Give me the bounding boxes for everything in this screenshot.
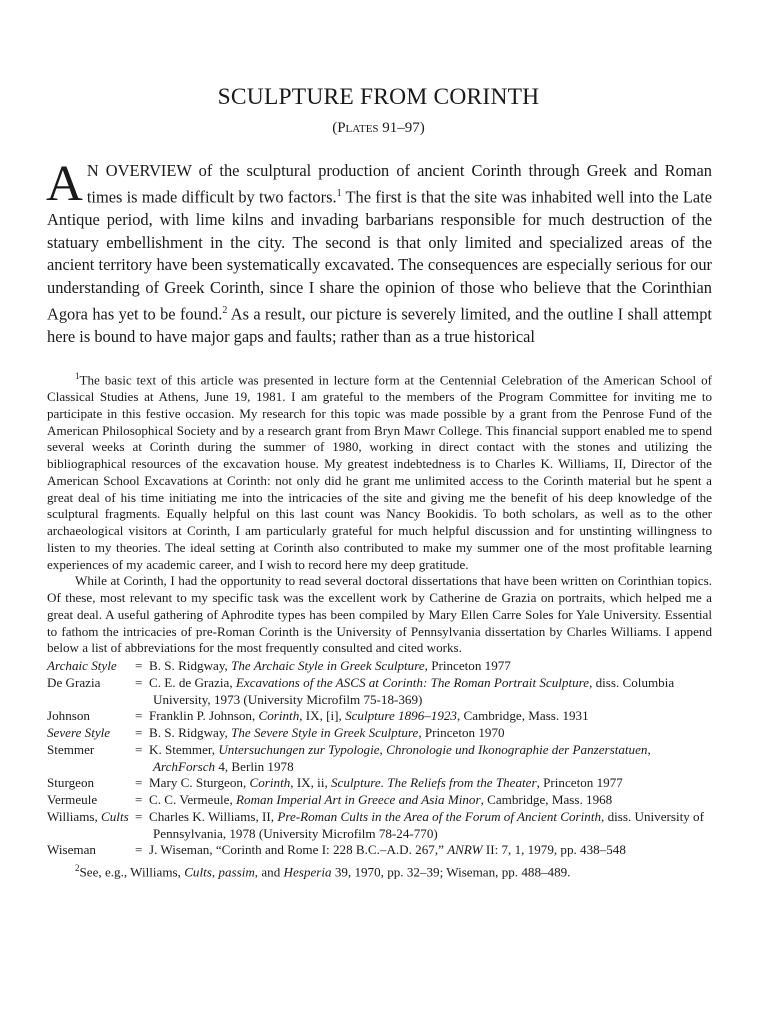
plates-open-paren: ( — [332, 120, 338, 136]
intro-paragraph — [46, 156, 712, 349]
abbr-row — [47, 792, 712, 809]
abbr-row — [47, 708, 712, 725]
abbr-key: Vermeule — [47, 792, 98, 808]
equals-sign: = — [135, 775, 143, 791]
footnote-ref-2[interactable]: 2 — [222, 304, 228, 316]
plates-reference — [0, 120, 757, 137]
footnote-1-text: The basic text of this article was presented in lecture form at the Centennial Celebration of the American School of Classical Studies at Athens, June 19, 1981. I am grateful to the members of the Program Committee for inviting me to participate in this festive occasion. My research for this topic was made possible by a grant from the Penrose Fund of the American Philosophical Society and by a research grant from Bryn Mawr College. This financial support enabled me to spend several weeks at Corinth during the summer of 1980, working in direct contact with the stones and utilizing the bibliographical resources of the excavation house. My greatest indebtedness is to Charles K. Williams, II, Director of the American School Excavations at Corinth: not only did he grant me unlimited access to the Corinth material but he spent a great deal of his time initiating me into the intricacies of the site and giving me the benefit of his deep knowledge of the sculptural fragments. Equally helpful on this last count was Nancy Bookidis. To both scholars, as well as to the other archaeological visitors at Corinth, I am particularly grateful for much helpful discussion and for unstinting willingness to listen to my theories. The ideal setting at Corinth also contributed to make my summer one of the most profitable learning experiences of my academic career, and I wish to record here my deep gratitude. — [47, 372, 712, 572]
intro-text-part-3: As a result, our picture is severely limited, and the outline I shall attempt here is bound to have major gaps and faults; rather than as a true historical — [47, 304, 712, 346]
equals-sign: = — [135, 741, 143, 757]
abbr-citation: K. Stemmer, Untersuchungen zur Typologie, Chronologie und Ikonographie der Panzerstatuen, ArchForsch 4, Berlin 1978 — [149, 741, 651, 774]
intro-text-part-1: N OVERVIEW of the sculptural production of ancient Corinth through Greek and Roman times is made difficult by two factors. — [86, 161, 712, 207]
abbr-citation: B. S. Ridgway, The Severe Style in Greek Sculpture, Princeton 1970 — [149, 725, 505, 741]
abbr-citation: B. S. Ridgway, The Archaic Style in Greek Sculpture, Princeton 1977 — [149, 658, 511, 674]
footnote-1-paragraph-2: While at Corinth, I had the opportunity to read several doctoral dissertations that have been written on Corinthian topics. Of these, most relevant to my specific task was the excellent work by Catherine de Grazia on portraits, which helped me a great deal. A useful gathering of Aphrodite types has been compiled by Mary Ellen Carre Soles for Yale University. Essential to fathom the intricacies of pre-Roman Corinth is the University of Pennsylvania dissertation by Charles Williams. I append below a list of abbreviations for the most frequently consulted and cited works. — [47, 573, 712, 656]
plates-word: Plates — [337, 120, 379, 136]
abbr-key: Severe Style — [47, 725, 111, 741]
abbr-row — [47, 742, 712, 776]
abbr-key: Wiseman — [47, 842, 96, 858]
abbr-citation: Charles K. Williams, II, Pre-Roman Cults in the Area of the Forum of Ancient Corinth, diss. University of Pennsylvania, 1978 (University Microfilm 78-24-770) — [149, 808, 704, 841]
abbr-row — [47, 675, 712, 709]
abbr-citation: C. C. Vermeule, Roman Imperial Art in Greece and Asia Minor, Cambridge, Mass. 1968 — [149, 792, 613, 808]
plates-range: 91–97) — [378, 120, 425, 136]
equals-sign: = — [135, 708, 143, 724]
equals-sign: = — [135, 658, 143, 674]
abbreviations-table — [47, 658, 712, 859]
equals-sign: = — [135, 725, 143, 741]
footnote-2: $^2$See, e.g., Williams, Cults, passim, and Hesperia 39, 1970, pp. 32–39; Wiseman, pp. 488–489. — [75, 863, 571, 880]
abbr-row — [47, 775, 712, 792]
equals-sign: = — [135, 674, 143, 690]
abbr-row — [47, 658, 712, 675]
footnotes-section — [47, 368, 712, 881]
abbr-citation: J. Wiseman, “Corinth and Rome I: 228 B.C.–A.D. 267,” ANRW II: 7, 1, 1979, pp. 438–548 — [149, 842, 626, 858]
abbr-row — [47, 842, 712, 859]
footnote-1-paragraph-1 — [47, 368, 712, 573]
abbr-citation: C. E. de Grazia, Excavations of the ASCS at Corinth: The Roman Portrait Sculpture, diss. Columbia University, 1973 (University Microfilm 75-18-369) — [149, 674, 675, 707]
equals-sign: = — [135, 808, 143, 824]
abbr-key: De Grazia — [47, 674, 101, 690]
abbr-key: Williams, Cults — [47, 808, 129, 824]
abbr-key: Stemmer — [47, 741, 95, 757]
abbr-key: Sturgeon — [47, 775, 95, 791]
abbr-citation: Franklin P. Johnson, Corinth, IX, [i], Sculpture 1896–1923, Cambridge, Mass. 1931 — [149, 708, 589, 724]
abbr-key: Johnson — [47, 708, 90, 724]
intro-text-part-2: The first is that the site was inhabited well into the Late Antique period, with lime kilns and invading barbarians responsible for much destruction of the statuary embellishment in the city. The second is that only limited and specialized areas of the ancient territory have been systematically excavated. The consequences are especially serious for our understanding of Greek Corinth, since I share the opinion of those who believe that the Corinthian Agora has yet to be found. — [47, 187, 712, 324]
drop-cap: A — [46, 156, 83, 212]
equals-sign: = — [135, 792, 143, 808]
abbr-row — [47, 725, 712, 742]
footnote-ref-1[interactable]: 1 — [336, 187, 342, 199]
abbr-citation: Mary C. Sturgeon, Corinth, IX, ii, Sculpture. The Reliefs from the Theater, Princeton 1977 — [149, 775, 623, 791]
equals-sign: = — [135, 842, 143, 858]
footnote-2-marker: 2 — [75, 863, 80, 874]
abbr-row — [47, 809, 712, 843]
footnote-1-marker: 1 — [75, 371, 80, 381]
abbr-key: Archaic Style — [47, 658, 117, 674]
article-title: SCULPTURE FROM CORINTH — [217, 84, 540, 110]
